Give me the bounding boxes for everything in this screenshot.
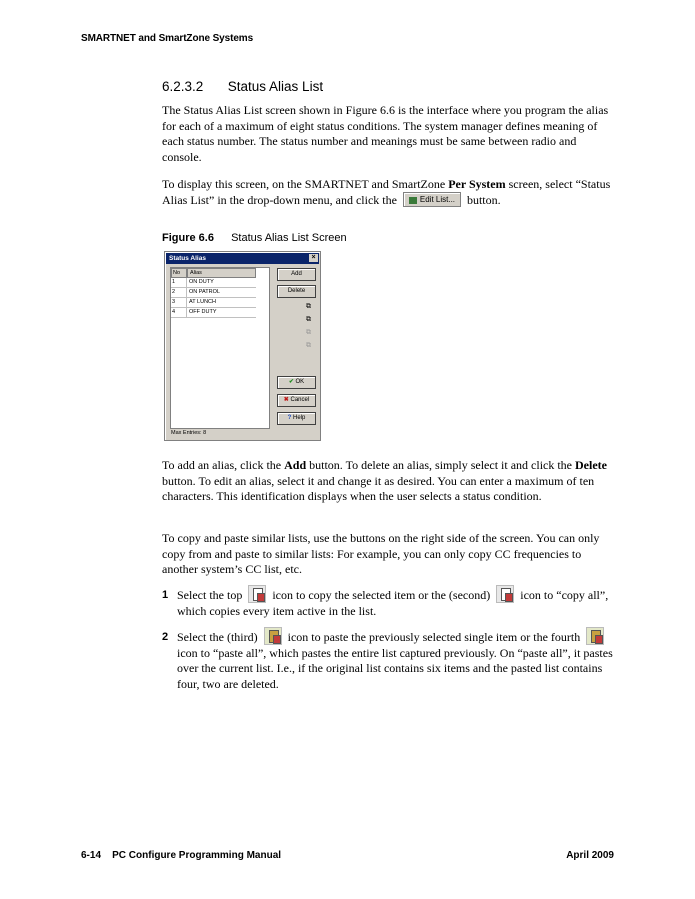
figure-number: Figure 6.6 [162, 232, 214, 244]
ok-check-icon: ✔ [288, 379, 296, 385]
text-run: To add an alias, click the [162, 458, 285, 472]
text-run: icon to “paste all”, which pastes the entire list captured previously. On “paste all”, it pastes over the current list. I.e., if the original list contains six items and the pasted list contains four, two are deleted. [177, 645, 613, 691]
bold-text: Per System [448, 177, 506, 191]
paste-all-icon[interactable]: ⧉ [306, 342, 311, 349]
list-item-text [177, 630, 614, 692]
max-entries-label: Max Entries: 8 [171, 430, 207, 436]
list-item [162, 630, 614, 692]
text-run: icon to “copy all”, which copies every item active in the list. [177, 588, 609, 618]
column-header-no[interactable]: No [171, 268, 187, 278]
add-button[interactable] [277, 268, 316, 281]
row-alias[interactable]: ON PATROL [187, 288, 256, 298]
text-run: Select the (third) [177, 630, 261, 644]
ok-label: OK [295, 379, 305, 385]
delete-label: Delete [287, 288, 306, 294]
help-label: Help [293, 415, 306, 421]
list-row[interactable] [171, 308, 269, 318]
copy-icon [248, 585, 266, 603]
delete-button[interactable] [277, 285, 316, 298]
cancel-label: Cancel [290, 397, 310, 403]
figure-title: Status Alias List Screen [231, 232, 347, 244]
footer-date: April 2009 [566, 850, 614, 861]
paste-icon[interactable]: ⧉ [306, 329, 311, 336]
text-run: To display this screen, on the SMARTNET and SmartZone [162, 177, 449, 191]
text-run: Select the top [177, 588, 246, 602]
row-alias[interactable]: AT LUNCH [187, 298, 256, 308]
copy-all-icon[interactable]: ⧉ [306, 316, 311, 323]
list-header-row [171, 268, 269, 278]
copy-icon[interactable]: ⧉ [306, 303, 311, 310]
dialog-title: Status Alias [169, 255, 206, 262]
edit-list-icon [409, 197, 417, 204]
text-run: button. To edit an alias, select it and change it as desired. You can enter a maximum of ten characters. This identification displays when the user selects a status condition. [162, 473, 595, 503]
cancel-button[interactable] [277, 394, 316, 407]
list-row[interactable] [171, 278, 269, 288]
running-header: SMARTNET and SmartZone Systems [81, 33, 254, 44]
edit-list-button-image [403, 192, 461, 207]
help-button[interactable] [277, 412, 316, 425]
text-run: button. [463, 192, 501, 207]
list-item-number: 1 [162, 589, 169, 601]
status-alias-dialog [164, 251, 321, 441]
row-number: 4 [171, 308, 187, 318]
list-item-number: 2 [162, 631, 169, 643]
copy-all-icon [496, 585, 514, 603]
intro-paragraph: The Status Alias List screen shown in Figure 6.6 is the interface where you program the alias for each of a maximum of eight status conditions. The system manager defines meaning of each status number. The status number and meanings must be same between radio and console. [162, 103, 609, 164]
column-header-alias[interactable]: Alias [187, 268, 256, 278]
bold-text: Add [284, 458, 307, 472]
list-item [162, 588, 614, 619]
list-row[interactable] [171, 288, 269, 298]
edit-list-label: Edit List... [419, 195, 456, 205]
close-icon[interactable]: × [309, 254, 318, 262]
row-alias[interactable]: OFF DUTY [187, 308, 256, 318]
row-number: 3 [171, 298, 187, 308]
bold-text: Delete [575, 458, 607, 472]
list-row[interactable] [171, 298, 269, 308]
copy-paste-paragraph: To copy and paste similar lists, use the buttons on the right side of the screen. You can only copy from and paste to similar lists: For example, you can only copy CC frequencies to another system’s CC list, etc. [162, 531, 600, 576]
list-item-text [177, 588, 614, 619]
paste-all-icon [586, 627, 604, 645]
alias-list[interactable] [170, 267, 270, 429]
text-run: screen, select “Status Alias List” in the drop-down menu, and click the [162, 177, 611, 207]
cancel-x-icon: ✖ [283, 397, 291, 403]
text-run: button. To delete an alias, simply select it and click the [306, 458, 576, 472]
add-label: Add [291, 271, 302, 277]
section-title: Status Alias List [227, 79, 324, 94]
footer-page-info: 6-14 PC Configure Programming Manual [81, 850, 282, 861]
help-icon: ? [287, 415, 293, 421]
text-run: icon to copy the selected item or the (second) [269, 588, 494, 602]
dialog-titlebar [166, 253, 319, 264]
figure-caption [162, 232, 347, 244]
section-number: 6.2.3.2 [162, 79, 204, 94]
row-number: 1 [171, 278, 187, 288]
add-delete-paragraph [162, 458, 614, 505]
paste-icon [264, 627, 282, 645]
row-alias[interactable]: ON DUTY [187, 278, 256, 288]
row-number: 2 [171, 288, 187, 298]
section-heading [162, 79, 323, 94]
ok-button[interactable] [277, 376, 316, 389]
text-run: icon to paste the previously selected single item or the fourth [284, 630, 584, 644]
display-paragraph [162, 177, 614, 208]
